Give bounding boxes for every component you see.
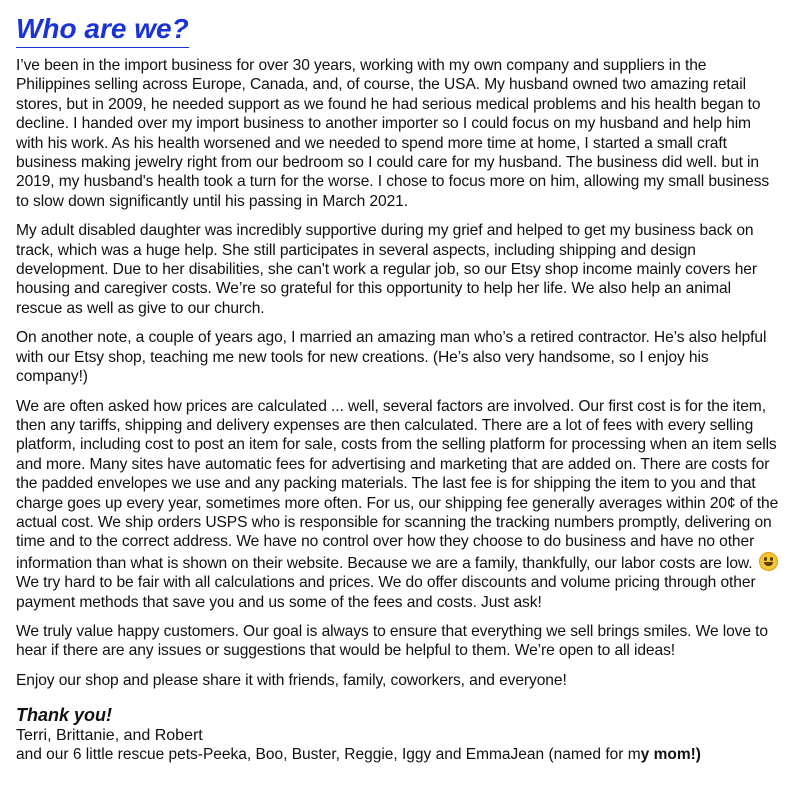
paragraph-pricing	[16, 397, 780, 612]
pricing-text-1: We are often asked how prices are calculated ... well, several factors are involved. Our first cost is for the item, then any tariffs, shipping and delivery expenses are then calculated. There are a lot of fees with every selling platform, including cost to post an item for sale, costs from the selling platform for processing when an item sells and more. Many sites have automatic fees for advertising and marketing that are added on. There are costs for the padded envelopes we use and any packing materials. The last fee is for shipping the item to you and that charge goes up every year, sometimes more often. For us, our shipping fee generally averages within 20¢ of the actual cost. We ship orders USPS who is responsible for scanning the tracking numbers promptly, delivering on time and to the correct address. We have no control over how they choose to do business and have no other information than what is shown on their website. Because we are a family, thankfully, our labor costs are low.	[16, 397, 779, 572]
paragraph-customers: We truly value happy customers. Our goal is always to ensure that everything we sell brings smiles. We love to hear if there are any issues or suggestions that would be helpful to them. We’re open to all ideas!	[16, 622, 768, 660]
signature-pets	[16, 745, 780, 764]
page-title: Who are we?	[16, 12, 189, 48]
pricing-text-2: We try hard to be fair with all calculations and prices. We do offer discounts and volume pricing through other payment methods that save you and us some of the fees and costs. Just ask!	[16, 574, 756, 611]
signature-thanks: Thank you!	[16, 705, 113, 726]
paragraph-husband: On another note, a couple of years ago, I married an amazing man who’s a retired contractor. He’s also helpful with our Etsy shop, teaching me new tools for new creations. (He’s also very handsome, so I enjoy his company!)	[16, 329, 767, 386]
paragraph-share: Enjoy our shop and please share it with friends, family, coworkers, and everyone!	[16, 671, 567, 689]
about-section	[16, 12, 780, 764]
pets-text-bold: y mom!)	[640, 746, 701, 764]
paragraph-history: I’ve been in the import business for over 30 years, working with my own company and suppliers in the Philippines selling across Europe, Canada, and, of course, the USA. My husband owned two amazing retail stores, but in 2009, he needed support as we found he had serious medical problems and his health began to decline. I handed over my import business to another importer so I could focus on my husband and help him with his work. As his health worsened and we needed to spend more time at home, I started a small craft business making jewelry right from our bedroom so I could care for my husband. The business did well. but in 2019, my husband's health took a turn for the worse. I chose to focus more on him, allowing my small business to slow down significantly until his passing in March 2021.	[16, 57, 770, 210]
signature-names: Terri, Brittanie, and Robert	[16, 727, 203, 745]
paragraph-daughter: My adult disabled daughter was incredibly supportive during my grief and helped to get my business back on track, which was a huge help. She still participates in several aspects, including shipping and design development. Due to her disabilities, she can't work a regular job, so our Etsy shop income mainly covers her housing and caregiver costs. We’re so grateful for this opportunity to help her life. We also help an animal rescue as well as give to our church.	[16, 222, 757, 317]
pets-text: and our 6 little rescue pets-Peeka, Boo, Buster, Reggie, Iggy and EmmaJean (named for m	[16, 746, 641, 764]
smiling-face-emoji-icon	[759, 552, 778, 571]
